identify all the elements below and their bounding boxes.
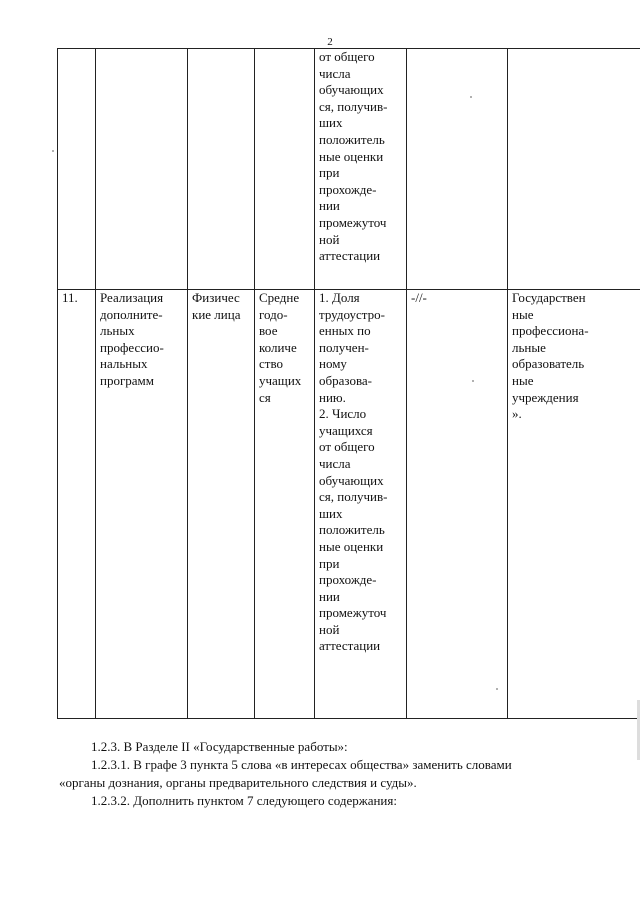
cell-ditto bbox=[407, 290, 508, 719]
text-line: аттестации bbox=[319, 638, 381, 654]
text-line: ших bbox=[319, 115, 343, 131]
ditto-mark: -//- bbox=[411, 290, 427, 305]
text-line: льные bbox=[512, 339, 546, 355]
text-line: вое bbox=[259, 323, 278, 339]
text-line: Реализация bbox=[100, 290, 164, 305]
text-line: аттестации bbox=[319, 248, 381, 264]
text-line: ной bbox=[319, 621, 340, 637]
cell-quality-indicators bbox=[315, 290, 407, 719]
text-line: учащих bbox=[259, 372, 302, 388]
cell-volume-empty bbox=[255, 49, 315, 290]
text-line: трудоустро- bbox=[319, 306, 385, 322]
text-line: получен- bbox=[319, 339, 369, 355]
text-line: числа bbox=[319, 65, 351, 81]
text-line: программ bbox=[100, 372, 155, 388]
text-line: ». bbox=[512, 406, 522, 422]
text-line: ные оценки bbox=[319, 538, 384, 554]
cell-service-name bbox=[96, 290, 188, 719]
text-line: 1. Доля bbox=[319, 290, 360, 305]
text-line: ся, получив- bbox=[319, 489, 388, 505]
paragraph-1-2-3-1: 1.2.3.1. В графе 3 пункта 5 слова «в интересах общества» заменить словами bbox=[91, 757, 512, 772]
text-line: количе bbox=[259, 339, 297, 355]
scan-speck bbox=[470, 96, 472, 98]
text-line: ные bbox=[512, 372, 534, 388]
scan-speck bbox=[52, 150, 54, 152]
text-line: числа bbox=[319, 455, 351, 471]
scan-speck bbox=[496, 688, 498, 690]
text-line: нии bbox=[319, 198, 340, 214]
text-line: при bbox=[319, 165, 340, 181]
paragraph-1-2-3-1-continued: «органы дознания, органы предварительного следствия и суды». bbox=[59, 775, 417, 790]
text-line: прохожде- bbox=[319, 181, 377, 197]
text-line: профессиона- bbox=[512, 323, 589, 339]
cell-ditto-empty bbox=[407, 49, 508, 290]
text-line: 2. Число bbox=[319, 406, 367, 422]
text-line: прохожде- bbox=[319, 572, 377, 588]
services-table bbox=[57, 48, 640, 719]
text-line: Физичес bbox=[192, 290, 240, 305]
text-line: нию. bbox=[319, 389, 346, 405]
text-line: положитель bbox=[319, 522, 385, 538]
scan-speck bbox=[472, 380, 474, 382]
paragraph-1-2-3: 1.2.3. В Разделе II «Государственные работы»: bbox=[91, 739, 348, 754]
text-line: ные оценки bbox=[319, 148, 384, 164]
text-line: нии bbox=[319, 588, 340, 604]
text-line: обучающих bbox=[319, 82, 384, 98]
text-line: ших bbox=[319, 505, 343, 521]
text-line: при bbox=[319, 555, 340, 571]
amendment-text bbox=[59, 738, 604, 810]
text-line: Государствен bbox=[512, 290, 586, 305]
text-line: учащихся bbox=[319, 422, 373, 438]
text-line: профессио- bbox=[100, 339, 164, 355]
cell-institution bbox=[508, 290, 640, 719]
text-line: промежуточ bbox=[319, 214, 387, 230]
table-row-11 bbox=[58, 290, 640, 719]
text-line: ному bbox=[319, 356, 347, 372]
paragraph-1-2-3-2: 1.2.3.2. Дополнить пунктом 7 следующего содержания: bbox=[91, 793, 397, 808]
cell-quality-indicator-continued bbox=[315, 49, 407, 290]
cell-consumer-category bbox=[188, 290, 255, 719]
cell-row-number bbox=[58, 290, 96, 719]
text-line: образова- bbox=[319, 372, 373, 388]
text-line: ной bbox=[319, 231, 340, 247]
text-line: учреждения bbox=[512, 389, 579, 405]
text-line: ные bbox=[512, 306, 534, 322]
text-line: ся bbox=[259, 389, 271, 405]
cell-number-empty bbox=[58, 49, 96, 290]
cell-institution-empty bbox=[508, 49, 640, 290]
text-line: дополните- bbox=[100, 306, 163, 322]
text-line: образователь bbox=[512, 356, 585, 372]
text-line: от общего bbox=[319, 439, 375, 455]
page-number: 2 bbox=[327, 36, 333, 48]
text-line: ство bbox=[259, 356, 284, 372]
text-line: нальных bbox=[100, 356, 148, 372]
text-line: ся, получив- bbox=[319, 98, 388, 114]
text-line: годо- bbox=[259, 306, 288, 322]
cell-service-empty bbox=[96, 49, 188, 290]
row-number: 11. bbox=[62, 290, 78, 305]
text-line: от общего bbox=[319, 49, 375, 64]
cell-category-empty bbox=[188, 49, 255, 290]
text-line: кие лица bbox=[192, 306, 241, 322]
text-line: промежуточ bbox=[319, 605, 387, 621]
cell-volume-indicator bbox=[255, 290, 315, 719]
text-line: Средне bbox=[259, 290, 300, 305]
text-line: положитель bbox=[319, 131, 385, 147]
table-row-continuation bbox=[58, 49, 640, 290]
text-line: обучающих bbox=[319, 472, 384, 488]
text-line: енных по bbox=[319, 323, 371, 339]
text-line: льных bbox=[100, 323, 135, 339]
